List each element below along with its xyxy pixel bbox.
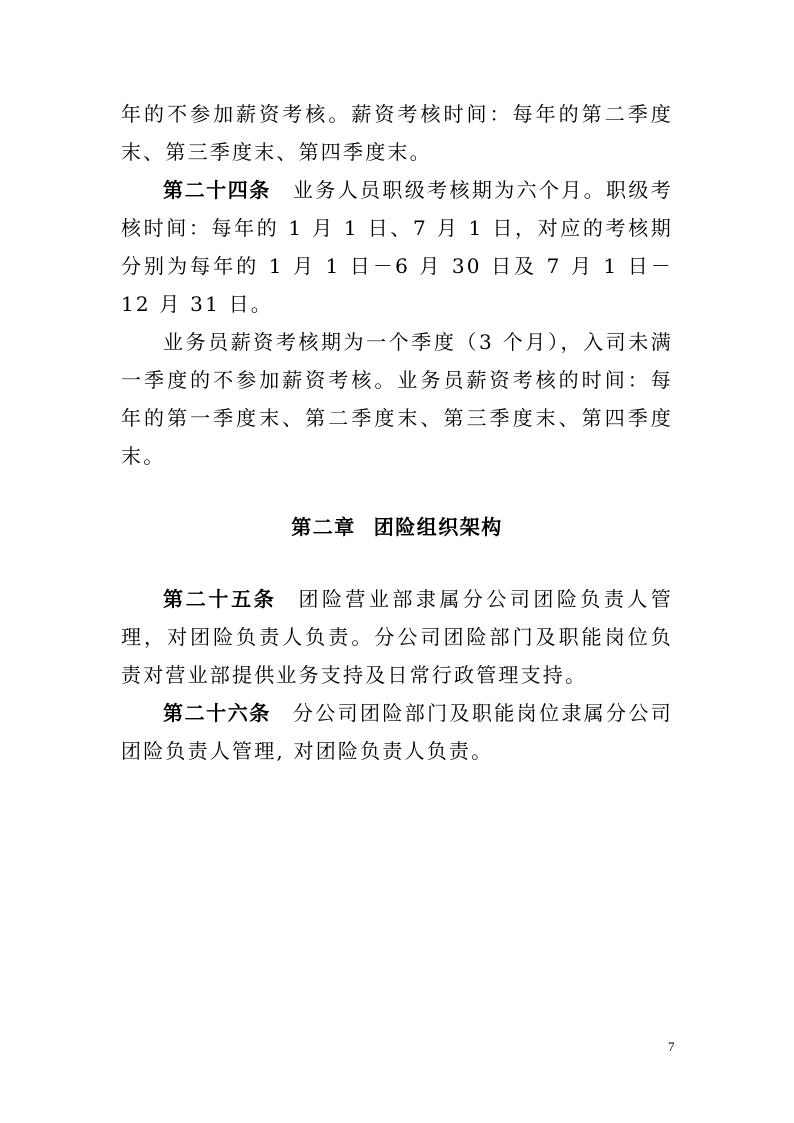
- paragraph-salary-period: [121, 323, 673, 475]
- article-text: 业务人员职级考核期为六个月。职级考核时间：每年的 1 月 1 日、7 月 1 日，对应的考核期分别为每年的 1 月 1 日－6 月 30 日及 7 月 1 日－12 月 31 日。: [121, 178, 673, 316]
- paragraph-text: 业务员薪资考核期为一个季度（3 个月），入司未满一季度的不参加薪资考核。业务员薪资考核的时间：每年的第一季度末、第二季度末、第三季度末、第四季度末。: [121, 330, 673, 468]
- chapter-title: 团险组织架构: [373, 515, 503, 539]
- article-25: [121, 580, 673, 694]
- document-body: [121, 95, 673, 770]
- article-text: 团险营业部隶属分公司团险负责人管理，对团险负责人负责。分公司团险部门及职能岗位负责对营业部提供业务支持及日常行政管理支持。: [121, 587, 674, 687]
- article-24: [121, 171, 673, 323]
- chapter-number: 第二章: [291, 515, 356, 539]
- article-text: 分公司团险部门及职能岗位隶属分公司团险负责人管理, 对团险负责人负责。: [121, 701, 673, 763]
- chapter-heading: [121, 508, 673, 546]
- paragraph-continuation: [121, 95, 673, 171]
- article-title: 第二十四条: [163, 178, 271, 202]
- article-26: [121, 694, 673, 770]
- article-title: 第二十六条: [163, 701, 271, 725]
- page-number: 7: [668, 1039, 675, 1054]
- article-title: 第二十五条: [163, 587, 277, 611]
- paragraph-text: 年的不参加薪资考核。薪资考核时间：每年的第二季度末、第三季度末、第四季度末。: [121, 102, 673, 164]
